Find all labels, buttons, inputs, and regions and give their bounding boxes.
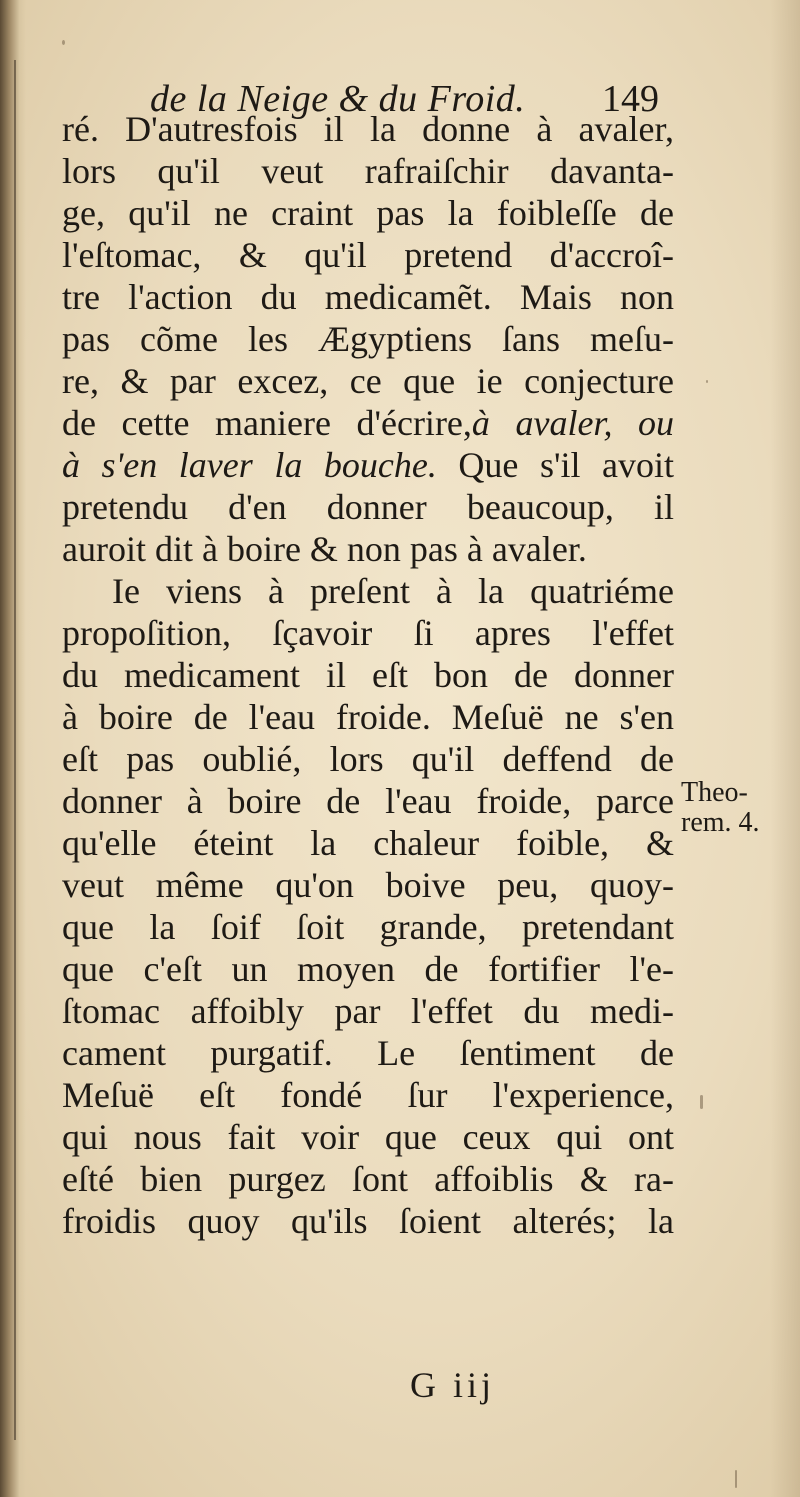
- text-line: l'eſtomac, & qu'il pretend d'accroî-: [62, 235, 674, 275]
- text-line: eſté bien purgez ſont affoiblis & ra-: [62, 1159, 674, 1199]
- text-line: ge, qu'il ne craint pas la foibleſſe de: [62, 193, 674, 233]
- page-edge-shadow: [770, 0, 800, 1497]
- text-line: ſtomac affoibly par l'effet du medi-: [62, 991, 674, 1031]
- text-line: auroit dit à boire & non pas à avaler.: [62, 529, 587, 569]
- text-line: à boire de l'eau froide. Meſuë ne s'en: [62, 697, 674, 737]
- body-text: [62, 108, 674, 1242]
- marginal-note: [681, 778, 791, 838]
- text-line: que c'eſt un moyen de fortifier l'e-: [62, 949, 674, 989]
- text-line: qui nous fait voir que ceux qui ont: [62, 1117, 674, 1157]
- page-number: 149: [602, 78, 659, 120]
- paper-speck: [735, 1470, 737, 1488]
- text-line: lors qu'il veut rafraiſchir davanta-: [62, 151, 674, 191]
- text-line: cament purgatif. Le ſentiment de: [62, 1033, 674, 1073]
- italic-quote: à s'en laver la bouche.: [62, 445, 437, 485]
- running-title: de la Neige & du Froid.: [150, 78, 526, 120]
- binding-edge-line: [14, 60, 16, 1440]
- text-line: veut même qu'on boive peu, quoy-: [62, 865, 674, 905]
- text-segment: Que s'il avoit: [458, 445, 674, 485]
- paper-speck: [700, 1095, 703, 1109]
- text-line: donner à boire de l'eau froide, parce: [62, 781, 674, 821]
- marginal-note-line: rem. 4.: [681, 807, 760, 838]
- text-line: [62, 402, 674, 444]
- paper-speck: [62, 40, 65, 45]
- text-line: que la ſoif ſoit grande, pretendant: [62, 907, 674, 947]
- text-line: froidis quoy qu'ils ſoient alterés; la: [62, 1201, 674, 1241]
- text-line: [62, 444, 674, 486]
- binding-gutter: [0, 0, 26, 1497]
- paragraph-start-line: Ie viens à preſent à la quatriéme: [112, 571, 674, 611]
- text-line: Meſuë eſt fondé ſur l'experience,: [62, 1075, 674, 1115]
- text-segment: de cette maniere d'écrire,: [62, 403, 472, 443]
- marginal-note-line: Theo-: [681, 777, 748, 808]
- text-line: eſt pas oublié, lors qu'il deffend de: [62, 739, 674, 779]
- text-line: pretendu d'en donner beaucoup, il: [62, 487, 674, 527]
- text-line: pas cõme les Ægyptiens ſans meſu-: [62, 319, 674, 359]
- text-line: propoſition, ſçavoir ſi apres l'effet: [62, 613, 674, 653]
- text-line: ré. D'autresfois il la donne à avaler,: [62, 109, 674, 149]
- text-line: re, & par excez, ce que ie conjecture: [62, 361, 674, 401]
- text-line: qu'elle éteint la chaleur foible, &: [62, 823, 674, 863]
- text-line: tre l'action du medicamẽt. Mais non: [62, 277, 674, 317]
- signature-mark: G iij: [410, 1365, 496, 1405]
- paper-speck: [706, 380, 708, 383]
- text-line: du medicament il eſt bon de donner: [62, 655, 674, 695]
- italic-quote: à avaler, ou: [471, 403, 674, 443]
